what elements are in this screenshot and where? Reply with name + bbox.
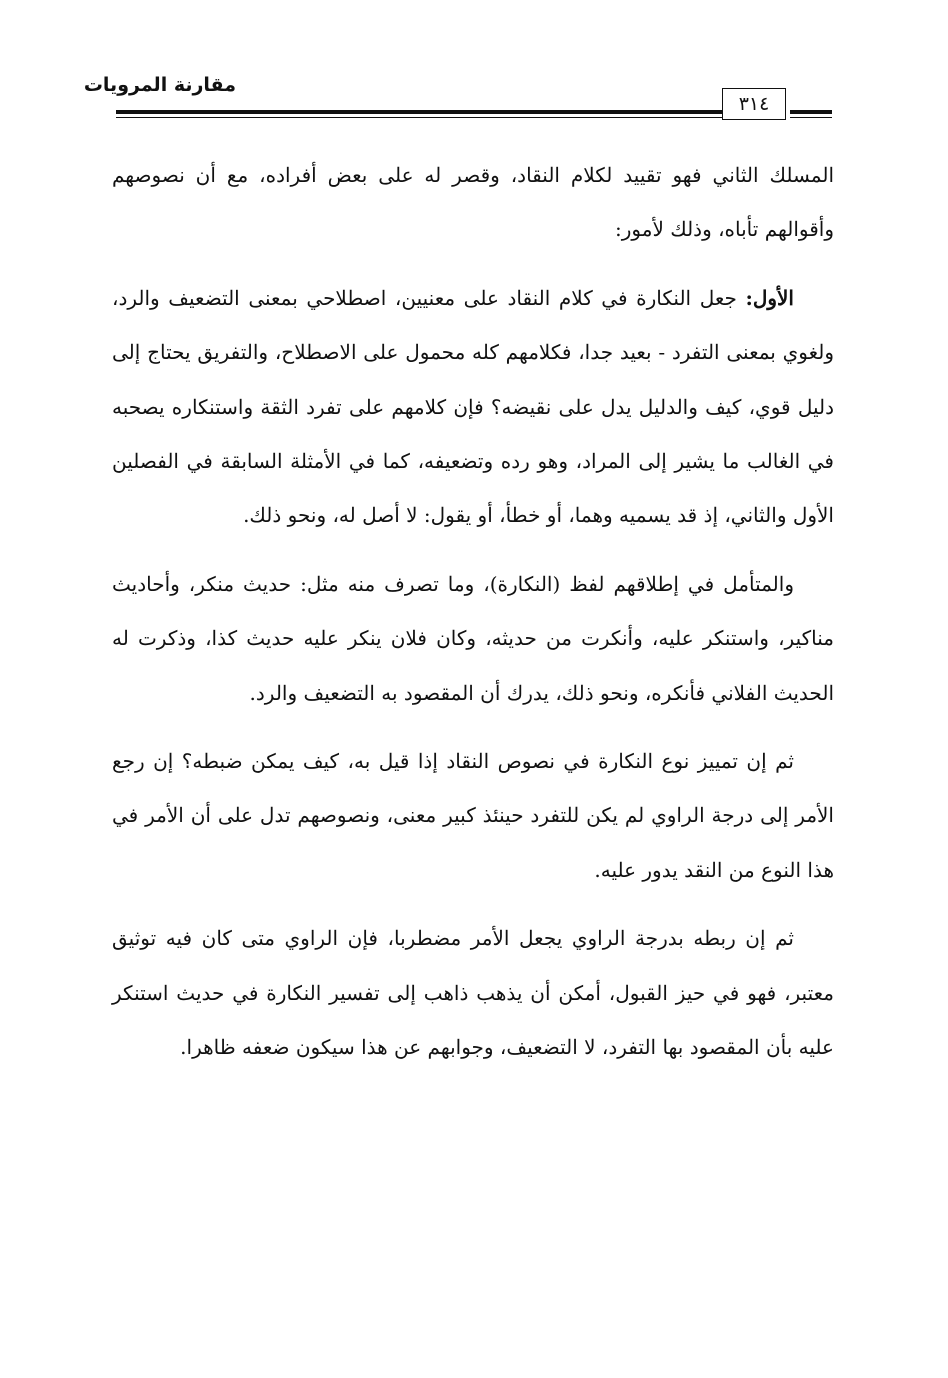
paragraph-1: المسلك الثاني فهو تقييد لكلام النقاد، وقصر له على بعض أفراده، مع أن نصوصهم وأقوالهم تأباه، وذلك لأمور: (112, 163, 834, 242)
paragraph-3: والمتأمل في إطلاقهم لفظ (النكارة)، وما تصرف منه مثل: حديث منكر، وأحاديث مناكير، واستنكر عليه، وأنكرت من حديثه، وكان فلان ينكر عليه حديث كذا، وذكرت له الحديث الفلاني فأنكره، ونحو ذلك، يدرك أن المقصود به التضعيف والرد. (112, 571, 834, 705)
header-side-rule-thin (790, 117, 832, 118)
paragraph-5: ثم إن ربطه بدرجة الراوي يجعل الأمر مضطربا، فإن الراوي متى كان فيه توثيق معتبر، فهو في حيز القبول، أمكن أن يذهب ذاهب إلى تفسير النكارة في حديث استنكر عليه بأن المقصود بها التفرد، لا التضعيف، وجوابهم عن هذا سيكون ضعفه ظاهرا. (112, 926, 834, 1060)
header-rule-thin (116, 117, 722, 118)
page-number: ٣١٤ (722, 88, 786, 120)
paragraph-2-lead: الأول: (745, 285, 794, 310)
header-side-rule (790, 110, 832, 114)
main-text (112, 148, 834, 1089)
running-header-title: مقارنة المرويات (83, 74, 236, 96)
paragraph-4: ثم إن تمييز نوع النكارة في نصوص النقاد إذا قيل به، كيف يمكن ضبطه؟ إن رجع الأمر إلى درجة الراوي لم يكن للتفرد حينئذ كبير معنى، ونصوصهم تدل على أن الأمر في هذا النوع من النقد يدور عليه. (112, 749, 834, 882)
paragraph-2 (112, 271, 834, 543)
paragraph-2-text: جعل النكارة في كلام النقاد على معنيين، اصطلاحي بمعنى التضعيف والرد، ولغوي بمعنى التفرد - بعيد جدا، فكلامهم كله محمول على الاصطلاح، والتفريق يحتاج إلى دليل قوي، كيف والدليل يدل على نقيضه؟ فإن كلامهم على تفرد الثقة واستنكاره يصحبه في الغالب ما يشير إلى المراد، وهو رده وتضعيفه، كما في الأمثلة السابقة في الفصلين الأول والثاني، إذ قد يسميه وهما، أو خطأ، أو يقول: لا أصل له، ونحو ذلك. (112, 285, 835, 528)
header-rule-thick (116, 110, 722, 114)
